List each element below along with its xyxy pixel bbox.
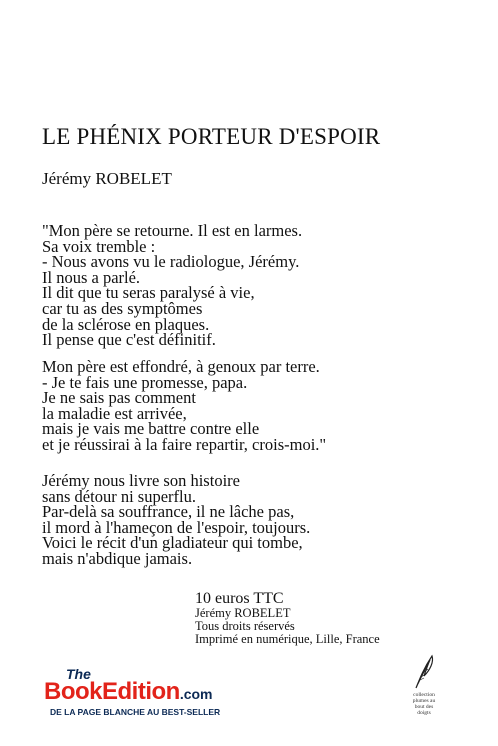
blurb-line: Voici le récit d'un gladiateur qui tombe, [42, 533, 303, 553]
logo-wordmark [44, 678, 213, 706]
quote-line: Sa voix tremble : [42, 236, 156, 256]
quote-line: car tu as des symptômes [42, 298, 203, 318]
blurb-line: Jérémy nous livre son histoire [42, 471, 240, 490]
quote-line: et je réussirai à la faire repartir, crois-moi." [42, 434, 327, 454]
logo-name: BookEdition [44, 678, 180, 705]
quote-line: Il nous a parlé. [42, 267, 141, 287]
collection-line: collection [413, 692, 435, 698]
collection-line: bout des [414, 704, 434, 710]
quote-line: "Mon père se retourne. Il est en larmes. [42, 221, 303, 240]
price: 10 euros TTC [195, 590, 284, 607]
collection-mark [404, 654, 444, 734]
quote-line: - Nous avons vu le radiologue, Jérémy. [42, 252, 300, 272]
quote-line: Il pense que c'est définitif. [42, 330, 216, 350]
quote-line: Il dit que tu seras paralysé à vie, [42, 283, 255, 303]
colophon-printed: Imprimé en numérique, Lille, France [195, 632, 380, 646]
colophon-rights: Tous droits réservés [195, 619, 295, 633]
colophon-author: Jérémy ROBELET [195, 606, 291, 620]
quote-line: la maladie est arrivée, [42, 403, 187, 423]
logo-tagline: DE LA PAGE BLANCHE AU BEST-SELLER [50, 707, 221, 717]
quote-paragraph-2 [42, 359, 326, 453]
page-title: LE PHÉNIX PORTEUR D'ESPOIR [42, 124, 381, 149]
feather-icon [412, 654, 436, 690]
blurb-line: Par-delà sa souffrance, il ne lâche pas, [42, 502, 295, 522]
publisher-logo [36, 666, 276, 726]
quote-line: de la sclérose en plaques. [42, 314, 210, 334]
quote-line: Je ne sais pas comment [42, 388, 196, 408]
author-name: Jérémy ROBELET [42, 169, 172, 188]
blurb-line: mais n'abdique jamais. [42, 548, 193, 568]
blurb-line: il mord à l'hameçon de l'espoir, toujours. [42, 517, 311, 537]
quote-line: - Je te fais une promesse, papa. [42, 372, 248, 392]
logo-the: The [66, 666, 91, 682]
blurb-line: sans détour ni superflu. [42, 486, 196, 506]
quote-line: Mon père est effondré, à genoux par terre. [42, 357, 320, 376]
blurb-paragraph [42, 473, 310, 567]
collection-line: plumes au [412, 698, 436, 704]
quote-line: mais je vais me battre contre elle [42, 419, 260, 439]
quote-paragraph-1 [42, 223, 302, 348]
collection-line: doigts [417, 710, 431, 716]
logo-domain: .com [179, 686, 213, 702]
